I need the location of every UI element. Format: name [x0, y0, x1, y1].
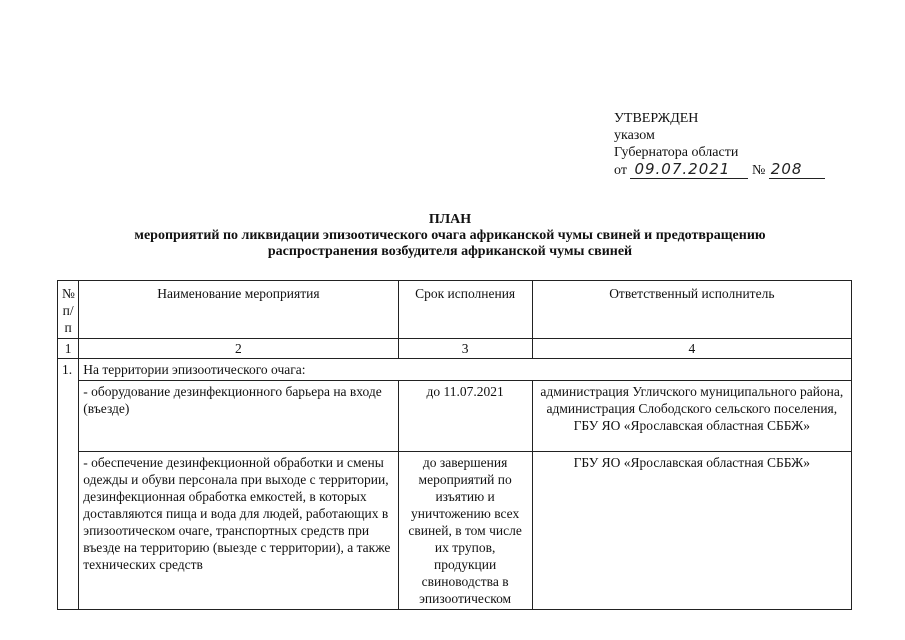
row-term: до завершения мероприятий по изъятию и уничтожению всех свиней, в том числе их трупов, продукции свиноводства в эпизоотическом: [398, 452, 532, 610]
header-num-line2: п/п: [62, 303, 74, 335]
header-num-line1: №: [62, 286, 75, 301]
table-row: [58, 452, 852, 610]
date-prefix: от: [614, 163, 627, 178]
title-subtitle-2: распространения возбудителя африканской чумы свиней: [267, 244, 633, 259]
row-num-cell: [58, 381, 79, 452]
row-num-cell: [58, 452, 79, 610]
row-term: до 11.07.2021: [398, 381, 532, 452]
table-row: [58, 381, 852, 452]
header-name: Наименование мероприятия: [79, 281, 398, 339]
approval-governor: Губернатора области: [614, 145, 739, 160]
approval-decree: указом: [614, 128, 655, 143]
header-term: Срок исполнения: [398, 281, 532, 339]
index-cell: 1: [58, 339, 79, 359]
index-row: [58, 339, 852, 359]
row-responsible: ГБУ ЯО «Ярославская областная СББЖ»: [532, 452, 851, 610]
number-prefix: №: [751, 163, 766, 178]
section-number: 1.: [58, 359, 79, 381]
plan-table: [57, 280, 852, 610]
approval-date-line: [614, 161, 825, 179]
title-heading: ПЛАН: [428, 212, 472, 227]
header-responsible: Ответственный исполнитель: [532, 281, 851, 339]
index-cell: 2: [79, 339, 398, 359]
document-title: [60, 212, 840, 260]
approval-stamp: [614, 110, 825, 179]
handwritten-number: 208: [769, 161, 825, 179]
handwritten-date: 09.07.2021: [630, 161, 748, 179]
title-subtitle-1: мероприятий по ликвидации эпизоотического очага африканской чумы свиней и предотвращению: [134, 228, 766, 243]
approval-status: УТВЕРЖДЕН: [614, 111, 699, 126]
row-name: - обеспечение дезинфекционной обработки и смены одежды и обуви персонала при выходе с территории, дезинфекционная обработка емкостей, в которых доставляются пища и вода для людей, работающих в эпизоотическом очаге, транспортных средств при въезде на территорию (выезде с территории), а также технических средств: [79, 452, 398, 610]
section-title: На территории эпизоотического очага:: [79, 359, 852, 381]
header-num: [58, 281, 79, 339]
section-row: [58, 359, 852, 381]
row-responsible: администрация Угличского муниципального района, администрация Слободского сельского поселения, ГБУ ЯО «Ярославская областная СББЖ»: [532, 381, 851, 452]
index-cell: 3: [398, 339, 532, 359]
header-row: [58, 281, 852, 339]
index-cell: 4: [532, 339, 851, 359]
row-name: - оборудование дезинфекционного барьера на входе (въезде): [79, 381, 398, 452]
